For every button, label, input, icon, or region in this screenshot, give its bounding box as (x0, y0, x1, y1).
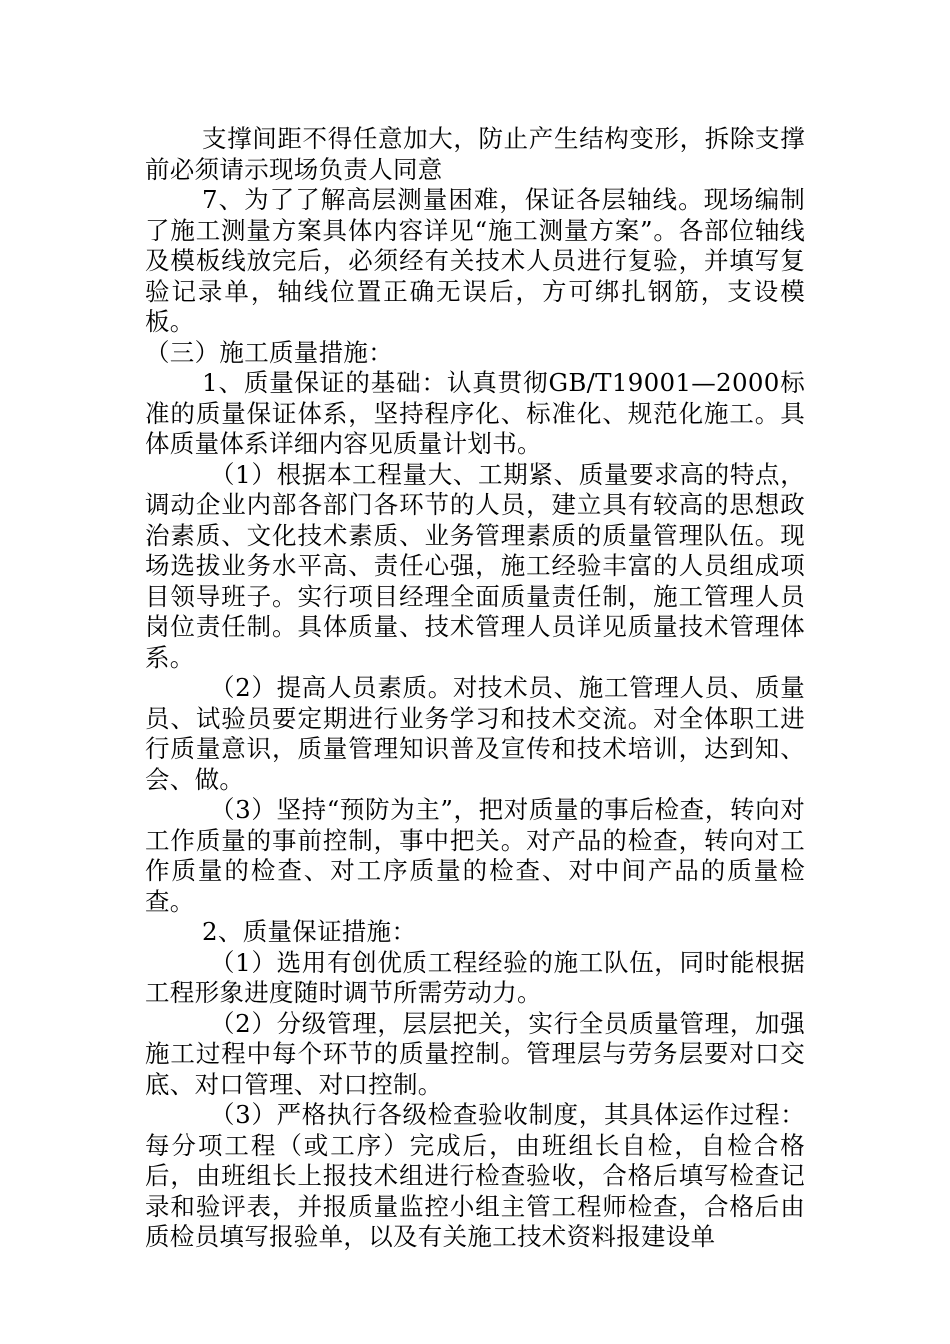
paragraph-assurance-2: （2）分级管理，层层把关，实行全员质量管理，加强施工过程中每个环节的质量控制。管理层与劳务层要对口交底、对口管理、对口控制。 (145, 1008, 805, 1099)
paragraph-item-3-prevention: （3）坚持“预防为主”，把对质量的事后检查，转向对工作质量的事前控制，事中把关。对产品的检查，转向对工作质量的检查、对工序质量的检查、对中间产品的质量检查。 (145, 795, 805, 916)
paragraph-item-2-personnel: （2）提高人员素质。对技术员、施工管理人员、质量员、试验员要定期进行业务学习和技术交流。对全体职工进行质量意识，质量管理知识普及宣传和技术培训，达到知、会、做。 (145, 673, 805, 794)
paragraph-quality-basis: 1、质量保证的基础：认真贯彻GB/T19001—2000标准的质量保证体系，坚持程序化、标准化、规范化施工。具体质量体系详细内容见质量计划书。 (145, 368, 805, 458)
paragraph-support-spacing: 支撑间距不得任意加大，防止产生结构变形，拆除支撑前必须请示现场负责人同意 (145, 124, 805, 184)
paragraph-assurance-1: （1）选用有创优质工程经验的施工队伍，同时能根据工程形象进度随时调节所需劳动力。 (145, 947, 805, 1007)
paragraph-survey-plan: 7、为了了解高层测量困难，保证各层轴线。现场编制了施工测量方案具体内容详见“施工测量方案”。各部位轴线及模板线放完后，必须经有关技术人员进行复验，并填写复验记录单，轴线位置正确无误后，方可绑扎钢筋，支设模板。 (145, 185, 805, 336)
document-body (145, 124, 805, 1253)
paragraph-assurance-3: （3）严格执行各级检查验收制度，其具体运作过程：每分项工程（或工序）完成后，由班组长自检，自检合格后，由班组长上报技术组进行检查验收，合格后填写检查记录和验评表，并报质量监控小组主管工程师检查，合格后由质检员填写报验单，以及有关施工技术资料报建设单 (145, 1100, 805, 1251)
subheading-quality-assurance: 2、质量保证措施： (202, 917, 417, 946)
section-heading-quality-measures: （三）施工质量措施： (145, 337, 393, 367)
paragraph-item-1-team: （1）根据本工程量大、工期紧、质量要求高的特点，调动企业内部各部门各环节的人员，建立具有较高的思想政治素质、文化技术素质、业务管理素质的质量管理队伍。现场选拔业务水平高、责任心强，施工经验丰富的人员组成项目领导班子。实行项目经理全面质量责任制，施工管理人员岗位责任制。具体质量、技术管理人员详见质量技术管理体系。 (145, 459, 805, 672)
